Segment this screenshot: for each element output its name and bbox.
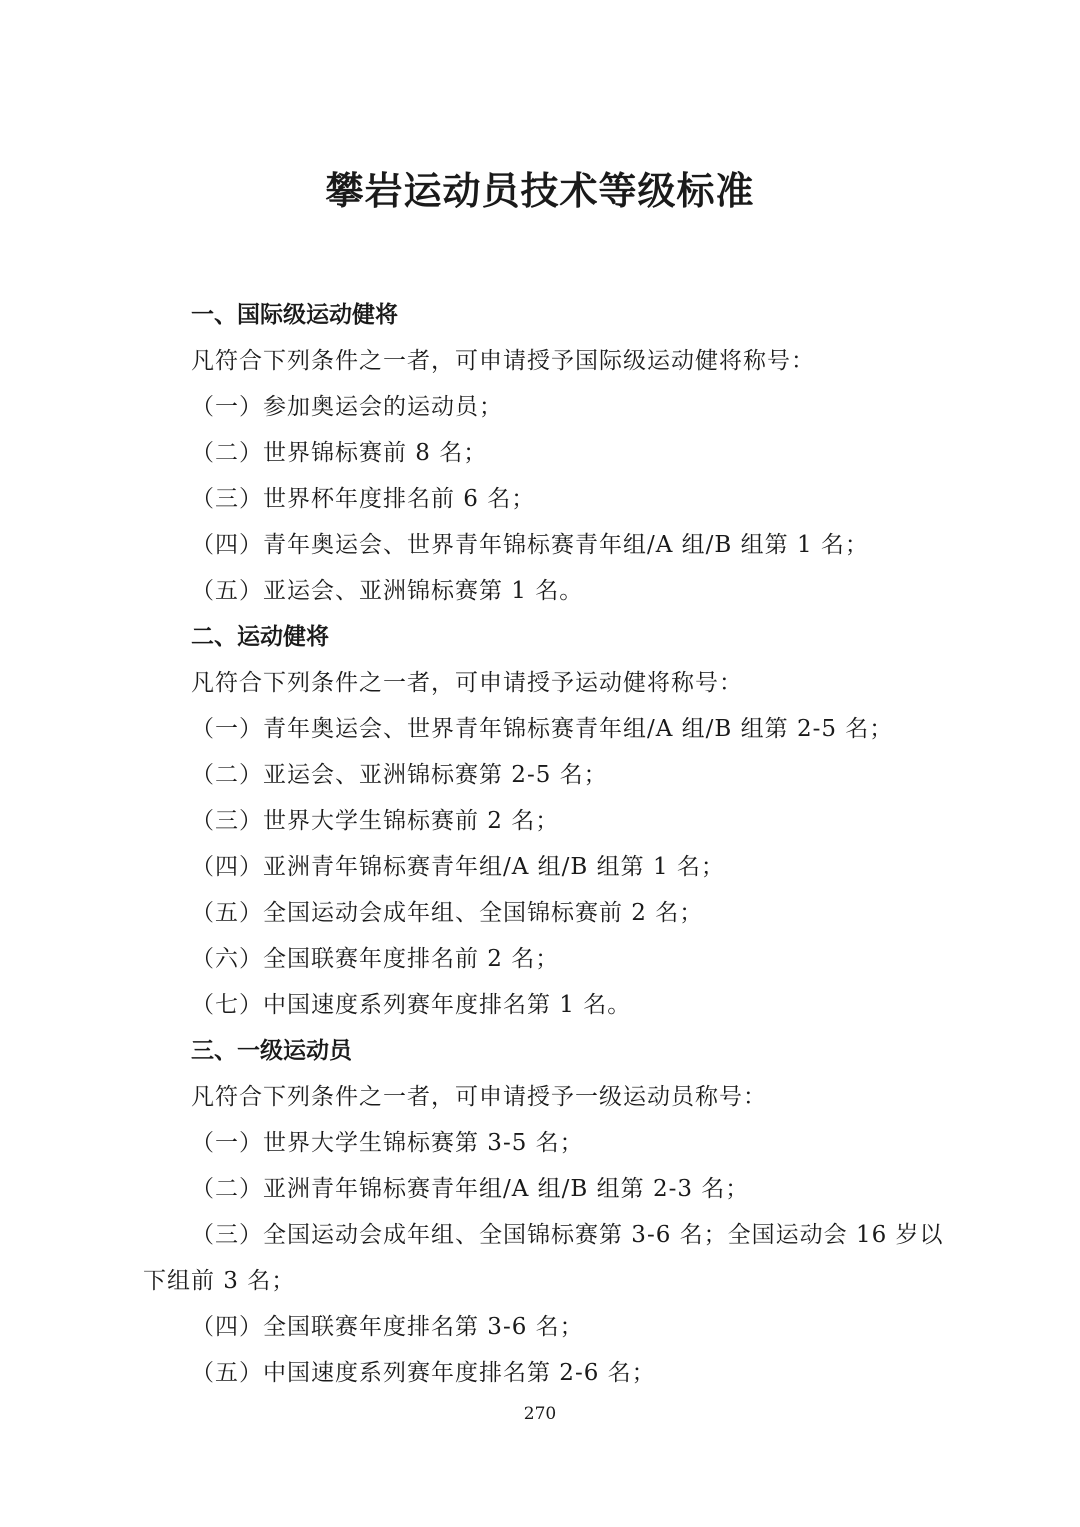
list-item: （一）世界大学生锦标赛第 3-5 名； [191, 1130, 584, 1156]
list-item: （三）世界大学生锦标赛前 2 名； [191, 808, 560, 834]
section-intro: 凡符合下列条件之一者，可申请授予运动健将称号： [191, 670, 743, 696]
section-heading: 三、一级运动员 [191, 1038, 352, 1064]
list-item: （四）全国联赛年度排名第 3-6 名； [191, 1314, 584, 1340]
section-heading: 二、运动健将 [191, 624, 329, 650]
list-item: （七）中国速度系列赛年度排名第 1 名。 [191, 992, 632, 1018]
section-intro: 凡符合下列条件之一者，可申请授予国际级运动健将称号： [191, 348, 815, 374]
list-item: （四）亚洲青年锦标赛青年组/A 组/B 组第 1 名； [191, 854, 725, 880]
list-item: （三）世界杯年度排名前 6 名； [191, 486, 536, 512]
section-master [143, 614, 948, 1028]
section-intro: 凡符合下列条件之一者，可申请授予一级运动员称号： [191, 1084, 767, 1110]
section-first-class [143, 1028, 948, 1396]
list-item: （四）青年奥运会、世界青年锦标赛青年组/A 组/B 组第 1 名； [191, 532, 869, 558]
list-item: （六）全国联赛年度排名前 2 名； [191, 946, 560, 972]
section-international-master [143, 292, 948, 614]
list-item: （一）参加奥运会的运动员； [191, 394, 503, 420]
page-title: 攀岩运动员技术等级标准 [325, 168, 755, 213]
list-item: （一）青年奥运会、世界青年锦标赛青年组/A 组/B 组第 2-5 名； [191, 716, 894, 742]
list-item: （二）亚运会、亚洲锦标赛第 2-5 名； [191, 762, 608, 788]
page-number: 270 [523, 1404, 557, 1424]
section-heading: 一、国际级运动健将 [191, 302, 398, 328]
list-item: （五）中国速度系列赛年度排名第 2-6 名； [191, 1360, 656, 1386]
list-item: （五）亚运会、亚洲锦标赛第 1 名。 [191, 578, 584, 604]
list-item: （二）世界锦标赛前 8 名； [191, 440, 488, 466]
document-body [143, 292, 948, 1396]
list-item: （二）亚洲青年锦标赛青年组/A 组/B 组第 2-3 名； [191, 1176, 750, 1202]
list-item: （五）全国运动会成年组、全国锦标赛前 2 名； [191, 900, 704, 926]
list-item: （三）全国运动会成年组、全国锦标赛第 3-6 名；全国运动会 16 岁以下组前 3 名； [143, 1222, 944, 1294]
